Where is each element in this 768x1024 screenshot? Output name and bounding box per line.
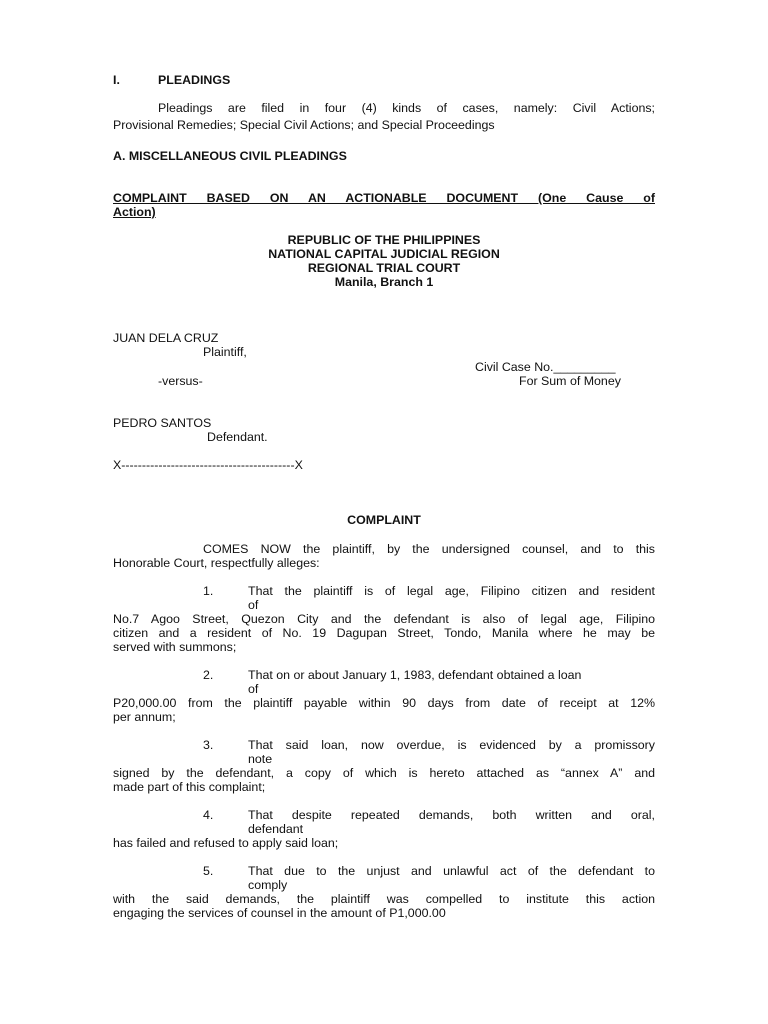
court-line-3: REGIONAL TRIAL COURT [307, 261, 461, 275]
paragraph-number: 2. [203, 668, 214, 682]
paragraph-first-line: That on or about January 1, 1983, defendant obtained a loan [248, 668, 582, 682]
paragraph-number: 4. [203, 808, 214, 822]
paragraph-wrap-word: of [248, 598, 259, 612]
form-title-line-1: COMPLAINT BASED ON AN ACTIONABLE DOCUMENT (One Cause of [113, 191, 655, 205]
paragraph-number: 3. [203, 738, 214, 752]
case-nature: For Sum of Money [519, 374, 621, 388]
plaintiff-name: JUAN DELA CRUZ [113, 331, 219, 345]
paragraph-line: with the said demands, the plaintiff was compelled to institute this action [113, 892, 655, 906]
paragraph-line: per annum; [113, 710, 176, 724]
paragraph-wrap-word: note [248, 752, 273, 766]
paragraph-first-line: That the plaintiff is of legal age, Filipino citizen and resident [248, 584, 655, 598]
paragraph-line: has failed and refused to apply said loan; [113, 836, 339, 850]
caption-separator: X------------------------------------------X [113, 458, 303, 472]
intro-line-1: Pleadings are filed in four (4) kinds of cases, namely: Civil Actions; [158, 101, 655, 115]
paragraph-wrap-word: defendant [248, 822, 304, 836]
opening-line-2: Honorable Court, respectfully alleges: [113, 556, 320, 570]
paragraph-line: P20,000.00 from the plaintiff payable within 90 days from date of receipt at 12% [113, 696, 655, 710]
paragraph-first-line: That said loan, now overdue, is evidenced by a promissory [248, 738, 655, 752]
section-title: PLEADINGS [158, 73, 231, 87]
court-line-2: NATIONAL CAPITAL JUDICIAL REGION [268, 247, 500, 261]
versus-label: -versus- [158, 374, 203, 388]
case-number: Civil Case No._________ [475, 360, 616, 374]
paragraph-number: 5. [203, 864, 214, 878]
court-line-1: REPUBLIC OF THE PHILIPPINES [287, 233, 481, 247]
paragraph-line: engaging the services of counsel in the amount of P1,000.00 [113, 906, 446, 920]
form-title-line-2: Action) [113, 205, 156, 219]
paragraph-line: citizen and a resident of No. 19 Dagupan Street, Tondo, Manila where he may be [113, 626, 655, 640]
paragraph-number: 1. [203, 584, 214, 598]
paragraph-first-line: That due to the unjust and unlawful act of the defendant to [248, 864, 655, 878]
complaint-title: COMPLAINT [347, 513, 421, 527]
subsection-title: A. MISCELLANEOUS CIVIL PLEADINGS [113, 149, 347, 163]
paragraph-line: made part of this complaint; [113, 780, 266, 794]
intro-line-2: Provisional Remedies; Special Civil Actions; and Special Proceedings [113, 118, 495, 132]
defendant-name: PEDRO SANTOS [113, 416, 212, 430]
paragraph-line: signed by the defendant, a copy of which is hereto attached as “annex A” and [113, 766, 655, 780]
plaintiff-role: Plaintiff, [203, 345, 247, 359]
section-number: I. [113, 73, 120, 87]
court-line-4: Manila, Branch 1 [334, 275, 434, 289]
paragraph-line: served with summons; [113, 640, 237, 654]
paragraph-line: No.7 Agoo Street, Quezon City and the defendant is also of legal age, Filipino [113, 612, 655, 626]
paragraph-wrap-word: comply [248, 878, 288, 892]
paragraph-first-line: That despite repeated demands, both written and oral, [248, 808, 655, 822]
opening-line-1: COMES NOW the plaintiff, by the undersigned counsel, and to this [203, 542, 655, 556]
defendant-role: Defendant. [207, 430, 268, 444]
paragraph-wrap-word: of [248, 682, 259, 696]
